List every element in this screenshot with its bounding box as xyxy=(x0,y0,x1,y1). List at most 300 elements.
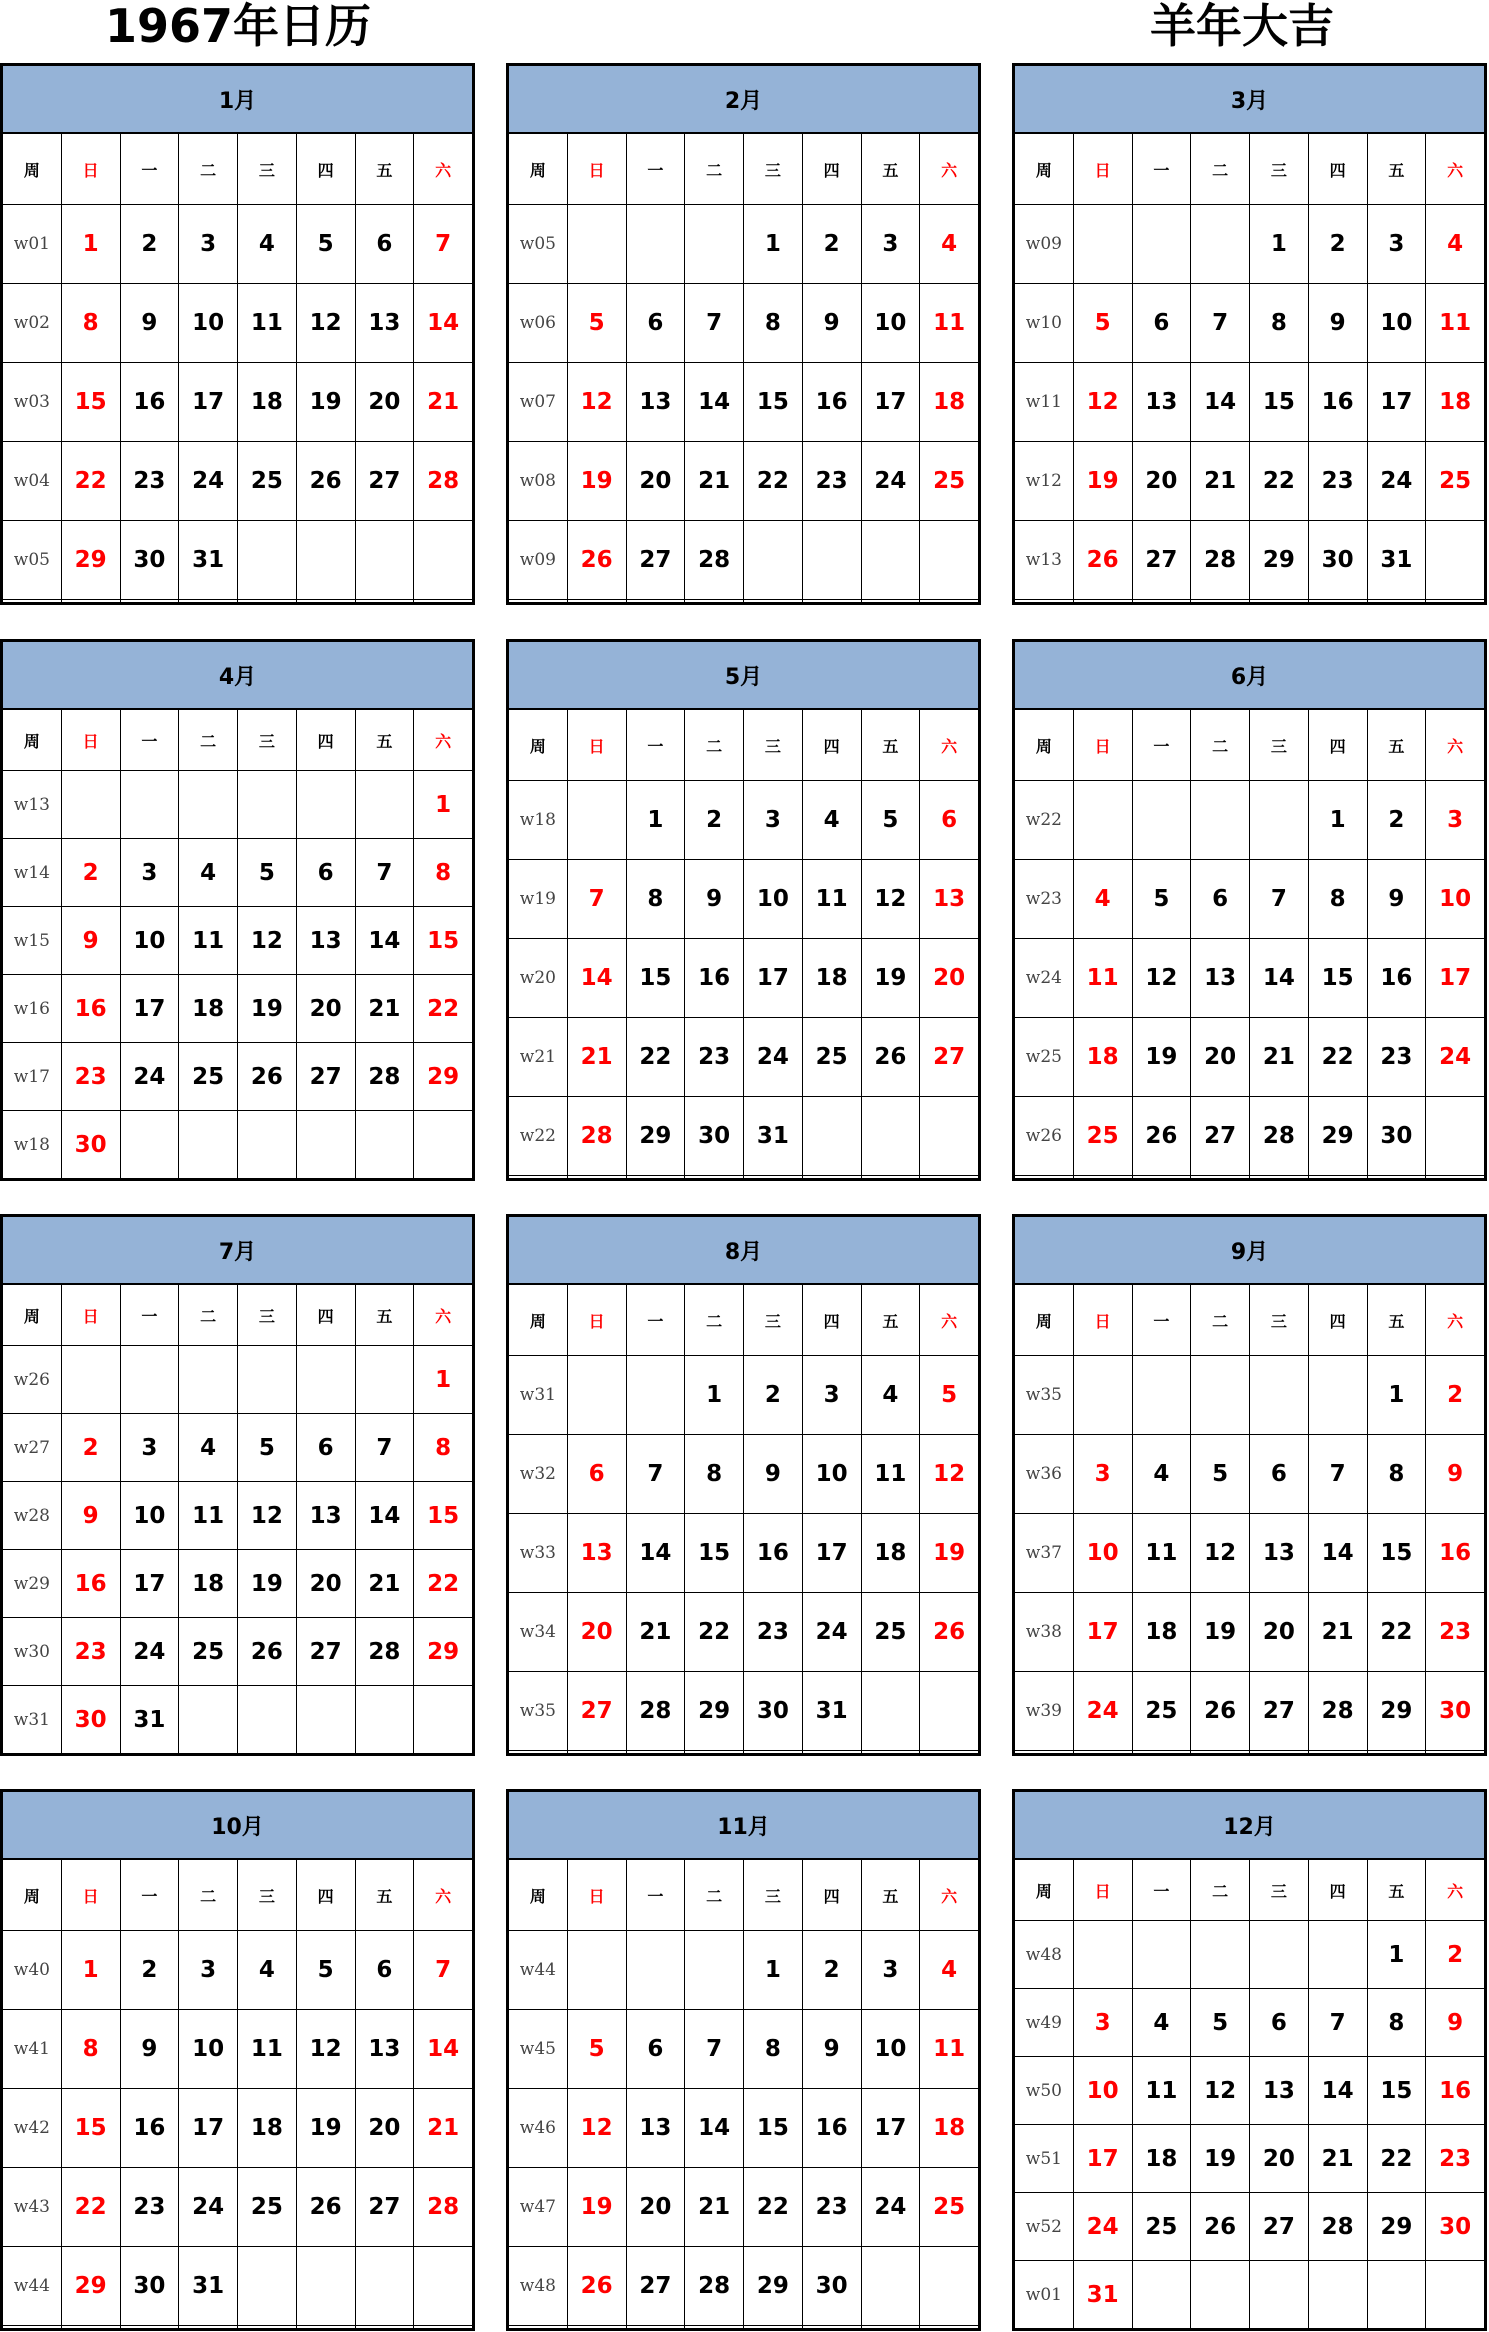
day-cell: 6 xyxy=(567,1435,626,1514)
week-row xyxy=(3,1482,473,1550)
day-cell: 10 xyxy=(1073,2057,1132,2125)
day-cell xyxy=(1250,1921,1309,1989)
day-cell xyxy=(1250,781,1309,860)
week-column-header: 周 xyxy=(509,133,568,205)
day-cell: 12 xyxy=(1073,363,1132,442)
day-cell: 29 xyxy=(61,2247,120,2326)
day-cell xyxy=(626,1356,685,1435)
day-cell: 8 xyxy=(685,1435,744,1514)
weekday-header: 五 xyxy=(1367,1284,1426,1356)
day-cell: 4 xyxy=(802,781,861,860)
day-cell: 4 xyxy=(179,839,238,907)
day-cell xyxy=(685,1751,744,1754)
day-cell xyxy=(567,1176,626,1179)
day-cell: 30 xyxy=(120,2247,179,2326)
day-cell: 7 xyxy=(355,839,414,907)
day-cell xyxy=(179,771,238,839)
month-name: 4月 xyxy=(3,642,473,710)
day-cell: 16 xyxy=(120,363,179,442)
week-number: w13 xyxy=(1015,521,1074,600)
week-row xyxy=(1015,1176,1485,1179)
day-cell xyxy=(920,1176,979,1179)
day-cell: 17 xyxy=(1367,363,1426,442)
week-number: w24 xyxy=(1015,939,1074,1018)
day-cell: 14 xyxy=(1250,939,1309,1018)
weekday-header: 六 xyxy=(1426,1284,1485,1356)
day-cell: 26 xyxy=(238,1043,297,1111)
week-number: w05 xyxy=(509,205,568,284)
day-cell: 25 xyxy=(861,1593,920,1672)
day-cell: 28 xyxy=(414,2168,473,2247)
week-row xyxy=(509,1176,979,1179)
month-table xyxy=(1014,641,1485,1179)
day-cell: 28 xyxy=(1308,1672,1367,1751)
day-cell: 31 xyxy=(179,2247,238,2326)
day-cell: 9 xyxy=(685,860,744,939)
week-number: w02 xyxy=(3,284,62,363)
day-cell: 1 xyxy=(744,1931,803,2010)
day-cell: 13 xyxy=(296,907,355,975)
day-cell xyxy=(1073,600,1132,603)
month-calendar xyxy=(1012,1214,1487,1756)
day-cell xyxy=(238,1686,297,1754)
day-cell: 1 xyxy=(1367,1921,1426,1989)
week-number: w07 xyxy=(509,363,568,442)
day-cell: 18 xyxy=(179,975,238,1043)
day-cell: 11 xyxy=(802,860,861,939)
day-cell: 17 xyxy=(861,2089,920,2168)
day-cell: 5 xyxy=(1132,860,1191,939)
weekday-header: 四 xyxy=(802,1284,861,1356)
day-cell: 17 xyxy=(179,2089,238,2168)
day-cell xyxy=(626,1751,685,1754)
day-cell xyxy=(1132,1176,1191,1179)
day-cell: 18 xyxy=(920,363,979,442)
day-cell xyxy=(355,771,414,839)
day-cell: 16 xyxy=(802,363,861,442)
week-number: w13 xyxy=(3,771,62,839)
day-cell: 9 xyxy=(802,2010,861,2089)
day-cell: 22 xyxy=(61,442,120,521)
day-cell xyxy=(120,1111,179,1179)
day-cell: 13 xyxy=(1191,939,1250,1018)
day-cell: 21 xyxy=(567,1018,626,1097)
weekday-header: 六 xyxy=(1426,1859,1485,1921)
day-cell: 24 xyxy=(120,1618,179,1686)
week-number: w26 xyxy=(3,1346,62,1414)
day-cell: 7 xyxy=(685,284,744,363)
day-cell: 18 xyxy=(238,2089,297,2168)
week-number: w03 xyxy=(3,363,62,442)
day-cell: 5 xyxy=(861,781,920,860)
day-cell: 8 xyxy=(744,284,803,363)
day-cell xyxy=(1132,1921,1191,1989)
day-cell xyxy=(920,1751,979,1754)
day-cell: 26 xyxy=(861,1018,920,1097)
day-cell: 16 xyxy=(1426,2057,1485,2125)
weekday-header: 二 xyxy=(179,709,238,771)
month-calendar xyxy=(0,1789,475,2331)
day-cell: 28 xyxy=(1308,2193,1367,2261)
day-cell: 21 xyxy=(355,975,414,1043)
day-cell: 27 xyxy=(626,2247,685,2326)
week-row xyxy=(509,1672,979,1751)
day-cell: 23 xyxy=(61,1043,120,1111)
day-cell: 28 xyxy=(626,1672,685,1751)
weekday-header: 二 xyxy=(685,133,744,205)
week-number: w40 xyxy=(3,1931,62,2010)
week-row xyxy=(1015,781,1485,860)
day-cell: 8 xyxy=(1250,284,1309,363)
day-cell: 16 xyxy=(744,1514,803,1593)
month-table xyxy=(1014,1216,1485,1754)
week-row xyxy=(3,771,473,839)
day-cell xyxy=(1132,2261,1191,2329)
weekday-header: 二 xyxy=(179,1859,238,1931)
day-cell: 23 xyxy=(61,1618,120,1686)
week-number: w34 xyxy=(509,1593,568,1672)
week-row xyxy=(3,1931,473,2010)
day-cell: 17 xyxy=(1073,1593,1132,1672)
day-cell: 9 xyxy=(802,284,861,363)
day-cell: 27 xyxy=(1132,521,1191,600)
day-cell: 24 xyxy=(744,1018,803,1097)
day-cell xyxy=(567,2326,626,2329)
day-cell: 27 xyxy=(296,1618,355,1686)
day-cell: 22 xyxy=(1250,442,1309,521)
week-row xyxy=(509,2168,979,2247)
day-cell: 27 xyxy=(1250,2193,1309,2261)
week-row xyxy=(3,284,473,363)
day-cell: 6 xyxy=(355,1931,414,2010)
day-cell: 6 xyxy=(296,839,355,907)
day-cell xyxy=(1250,2261,1309,2329)
day-cell: 7 xyxy=(685,2010,744,2089)
day-cell: 18 xyxy=(802,939,861,1018)
weekday-header: 四 xyxy=(802,133,861,205)
week-number: w52 xyxy=(1015,2193,1074,2261)
day-cell: 29 xyxy=(744,2247,803,2326)
week-row xyxy=(3,442,473,521)
week-number: w05 xyxy=(3,521,62,600)
day-cell: 22 xyxy=(414,975,473,1043)
week-row xyxy=(3,1043,473,1111)
day-cell: 10 xyxy=(861,284,920,363)
day-cell: 14 xyxy=(567,939,626,1018)
day-cell: 16 xyxy=(1308,363,1367,442)
day-cell: 28 xyxy=(1191,521,1250,600)
day-cell: 1 xyxy=(744,205,803,284)
week-number xyxy=(509,600,568,603)
day-cell: 15 xyxy=(685,1514,744,1593)
week-row xyxy=(1015,1593,1485,1672)
day-cell: 13 xyxy=(1250,2057,1309,2125)
day-cell: 25 xyxy=(238,442,297,521)
day-cell xyxy=(1250,1176,1309,1179)
week-number: w15 xyxy=(3,907,62,975)
week-number xyxy=(1015,1751,1074,1754)
week-row xyxy=(1015,521,1485,600)
day-cell: 19 xyxy=(567,2168,626,2247)
day-cell: 24 xyxy=(1426,1018,1485,1097)
week-row xyxy=(3,2010,473,2089)
day-cell: 10 xyxy=(179,2010,238,2089)
day-cell: 27 xyxy=(626,521,685,600)
day-cell: 22 xyxy=(414,1550,473,1618)
day-cell xyxy=(567,1356,626,1435)
day-cell: 2 xyxy=(61,1414,120,1482)
month-table xyxy=(2,1791,473,2329)
day-cell: 20 xyxy=(626,2168,685,2247)
day-cell: 7 xyxy=(1250,860,1309,939)
day-cell xyxy=(238,600,297,603)
day-cell: 2 xyxy=(744,1356,803,1435)
day-cell: 2 xyxy=(1367,781,1426,860)
week-number: w04 xyxy=(3,442,62,521)
month-calendar xyxy=(1012,639,1487,1181)
weekday-header: 六 xyxy=(414,709,473,771)
day-cell xyxy=(355,1346,414,1414)
day-cell: 2 xyxy=(802,205,861,284)
day-cell: 24 xyxy=(1073,2193,1132,2261)
week-row xyxy=(509,205,979,284)
day-cell: 16 xyxy=(120,2089,179,2168)
day-cell: 9 xyxy=(744,1435,803,1514)
day-cell: 29 xyxy=(1367,1672,1426,1751)
week-number: w44 xyxy=(3,2247,62,2326)
day-cell: 11 xyxy=(238,2010,297,2089)
month-calendar xyxy=(0,1214,475,1756)
week-row xyxy=(1015,1018,1485,1097)
day-cell: 5 xyxy=(1073,284,1132,363)
day-cell: 17 xyxy=(120,1550,179,1618)
week-number: w36 xyxy=(1015,1435,1074,1514)
weekday-header: 三 xyxy=(744,133,803,205)
day-cell: 24 xyxy=(179,2168,238,2247)
day-cell: 20 xyxy=(626,442,685,521)
day-cell xyxy=(120,2326,179,2329)
day-cell: 16 xyxy=(61,1550,120,1618)
day-cell: 3 xyxy=(1426,781,1485,860)
weekday-header: 日 xyxy=(61,1859,120,1931)
week-number: w18 xyxy=(3,1111,62,1179)
day-cell: 19 xyxy=(861,939,920,1018)
day-cell xyxy=(1367,600,1426,603)
day-cell xyxy=(61,2326,120,2329)
week-number: w26 xyxy=(1015,1097,1074,1176)
day-cell: 21 xyxy=(1308,2125,1367,2193)
week-row xyxy=(3,2089,473,2168)
day-cell: 5 xyxy=(238,1414,297,1482)
day-cell: 6 xyxy=(1250,1989,1309,2057)
weekday-header: 一 xyxy=(1132,709,1191,781)
day-cell xyxy=(920,2247,979,2326)
day-cell: 22 xyxy=(744,442,803,521)
week-column-header: 周 xyxy=(509,709,568,781)
day-cell: 22 xyxy=(1367,1593,1426,1672)
day-cell: 2 xyxy=(120,205,179,284)
day-cell xyxy=(861,2247,920,2326)
day-cell: 15 xyxy=(1367,2057,1426,2125)
day-cell: 12 xyxy=(1191,1514,1250,1593)
month-name: 11月 xyxy=(509,1792,979,1860)
day-cell xyxy=(861,521,920,600)
day-cell: 26 xyxy=(920,1593,979,1672)
week-number: w19 xyxy=(509,860,568,939)
day-cell: 30 xyxy=(61,1111,120,1179)
day-cell: 10 xyxy=(120,907,179,975)
day-cell: 3 xyxy=(120,839,179,907)
day-cell: 5 xyxy=(567,284,626,363)
day-cell: 29 xyxy=(1308,1097,1367,1176)
day-cell: 3 xyxy=(802,1356,861,1435)
week-row xyxy=(509,781,979,860)
week-row xyxy=(509,2010,979,2089)
day-cell: 11 xyxy=(1132,1514,1191,1593)
week-row xyxy=(3,1111,473,1179)
day-cell xyxy=(296,600,355,603)
week-number: w11 xyxy=(1015,363,1074,442)
day-cell xyxy=(1132,1751,1191,1754)
month-calendar xyxy=(506,1789,981,2331)
day-cell: 16 xyxy=(61,975,120,1043)
week-row xyxy=(509,2247,979,2326)
week-column-header: 周 xyxy=(509,1859,568,1931)
day-cell: 21 xyxy=(414,2089,473,2168)
month-name: 9月 xyxy=(1015,1217,1485,1285)
weekday-header: 五 xyxy=(861,1859,920,1931)
weekday-header: 三 xyxy=(238,709,297,771)
month-calendar xyxy=(0,63,475,605)
weekday-header: 一 xyxy=(626,709,685,781)
day-cell: 29 xyxy=(1367,2193,1426,2261)
day-cell: 2 xyxy=(1426,1921,1485,1989)
week-row xyxy=(3,205,473,284)
day-cell xyxy=(567,1751,626,1754)
day-cell xyxy=(296,2326,355,2329)
day-cell xyxy=(802,521,861,600)
day-cell: 3 xyxy=(861,205,920,284)
weekday-header: 三 xyxy=(238,1859,297,1931)
day-cell: 23 xyxy=(120,442,179,521)
month-calendar xyxy=(1012,1789,1487,2331)
day-cell: 9 xyxy=(1426,1989,1485,2057)
day-cell: 11 xyxy=(1426,284,1485,363)
day-cell: 2 xyxy=(120,1931,179,2010)
week-row xyxy=(3,1550,473,1618)
day-cell xyxy=(920,2326,979,2329)
week-row xyxy=(1015,1514,1485,1593)
day-cell xyxy=(1426,1176,1485,1179)
day-cell: 30 xyxy=(802,2247,861,2326)
day-cell: 7 xyxy=(414,205,473,284)
weekday-header: 一 xyxy=(120,133,179,205)
day-cell: 8 xyxy=(1367,1989,1426,2057)
day-cell: 14 xyxy=(414,284,473,363)
weekday-header: 六 xyxy=(920,1859,979,1931)
day-cell: 10 xyxy=(802,1435,861,1514)
day-cell xyxy=(179,1686,238,1754)
day-cell xyxy=(1073,1921,1132,1989)
day-cell: 8 xyxy=(744,2010,803,2089)
day-cell xyxy=(414,600,473,603)
week-number: w10 xyxy=(1015,284,1074,363)
day-cell: 23 xyxy=(1367,1018,1426,1097)
day-cell: 23 xyxy=(685,1018,744,1097)
day-cell: 30 xyxy=(744,1672,803,1751)
day-cell: 9 xyxy=(61,907,120,975)
weekday-header: 一 xyxy=(1132,1859,1191,1921)
year-greeting: 羊年大吉 xyxy=(1150,0,1334,53)
day-cell: 3 xyxy=(179,205,238,284)
day-cell: 15 xyxy=(61,2089,120,2168)
day-cell: 17 xyxy=(1426,939,1485,1018)
day-cell: 10 xyxy=(120,1482,179,1550)
day-cell: 1 xyxy=(1367,1356,1426,1435)
day-cell xyxy=(685,1176,744,1179)
week-row xyxy=(1015,363,1485,442)
day-cell: 8 xyxy=(1308,860,1367,939)
weekday-header: 五 xyxy=(355,709,414,771)
weekday-header: 五 xyxy=(355,1284,414,1346)
day-cell: 12 xyxy=(296,2010,355,2089)
weekday-header: 二 xyxy=(1191,1859,1250,1921)
day-cell xyxy=(920,600,979,603)
day-cell: 23 xyxy=(744,1593,803,1672)
day-cell xyxy=(179,1111,238,1179)
day-cell: 3 xyxy=(744,781,803,860)
week-row xyxy=(3,839,473,907)
weekday-header: 二 xyxy=(685,709,744,781)
day-cell xyxy=(861,1751,920,1754)
day-cell: 16 xyxy=(802,2089,861,2168)
week-number: w39 xyxy=(1015,1672,1074,1751)
weekday-header: 二 xyxy=(179,1284,238,1346)
day-cell: 30 xyxy=(1367,1097,1426,1176)
week-number: w33 xyxy=(509,1514,568,1593)
week-number: w28 xyxy=(3,1482,62,1550)
day-cell: 17 xyxy=(1073,2125,1132,2193)
day-cell: 26 xyxy=(238,1618,297,1686)
day-cell: 21 xyxy=(685,2168,744,2247)
day-cell: 16 xyxy=(1367,939,1426,1018)
day-cell: 25 xyxy=(179,1618,238,1686)
day-cell: 20 xyxy=(296,1550,355,1618)
day-cell xyxy=(685,1931,744,2010)
day-cell: 7 xyxy=(1191,284,1250,363)
week-row xyxy=(3,975,473,1043)
day-cell xyxy=(626,2326,685,2329)
day-cell: 1 xyxy=(1308,781,1367,860)
weekday-header: 二 xyxy=(685,1859,744,1931)
day-cell: 7 xyxy=(567,860,626,939)
week-number: w48 xyxy=(1015,1921,1074,1989)
day-cell: 21 xyxy=(1250,1018,1309,1097)
day-cell: 3 xyxy=(861,1931,920,2010)
week-row xyxy=(509,1514,979,1593)
day-cell: 17 xyxy=(179,363,238,442)
day-cell: 22 xyxy=(626,1018,685,1097)
week-number: w37 xyxy=(1015,1514,1074,1593)
day-cell: 25 xyxy=(1073,1097,1132,1176)
month-table xyxy=(2,65,473,603)
day-cell xyxy=(179,2326,238,2329)
day-cell: 19 xyxy=(238,975,297,1043)
day-cell: 25 xyxy=(1426,442,1485,521)
day-cell: 1 xyxy=(626,781,685,860)
day-cell: 12 xyxy=(238,1482,297,1550)
week-row xyxy=(1015,205,1485,284)
